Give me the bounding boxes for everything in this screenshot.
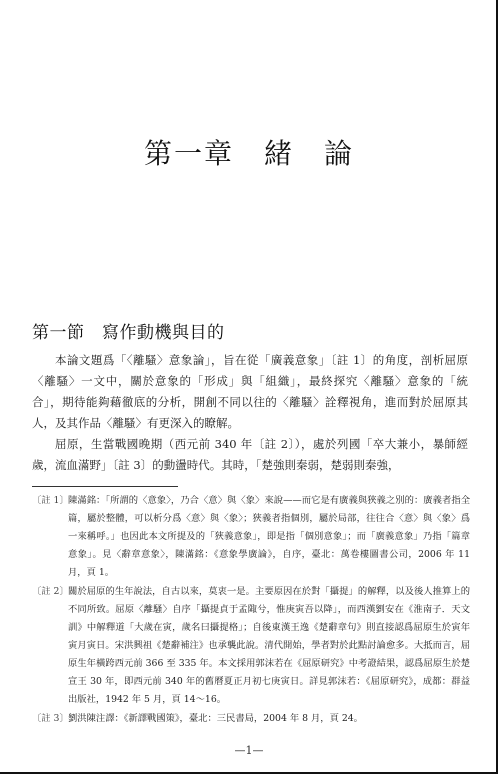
body-text <box>32 350 468 476</box>
footnote-mark: 〔註 3〕 <box>32 713 69 724</box>
footnote-1 <box>32 492 470 582</box>
paragraph-1: 本論文題爲「〈離騷〉意象論」，旨在從「廣義意象」〔註 1〕的角度，剖析屈原〈離騷〉一文中，關於意象的「形成」與「組織」，最終探究〈離騷〉意象的「統合」，期待能夠藉徹底的分析，開創不同以往的〈離騷〉詮釋視角，進而對於屈原其人，及其作品〈離騷〉有更深入的瞭解。 <box>32 353 468 430</box>
section-title: 第一節 寫作動機與目的 <box>32 323 225 343</box>
footnote-rule <box>32 486 178 487</box>
paragraph-2: 屈原，生當戰國晚期（西元前 340 年〔註 2〕），處於列國「卒大兼小，暴師經歲，流血滿野」〔註 3〕的動盪時代。其時，「楚強則秦弱，楚弱則秦強， <box>32 437 468 472</box>
footnote-mark: 〔註 2〕 <box>32 586 69 597</box>
footnote-text: 劉洪陳注譯：《新譯戰國策》，臺北：三民書局，2004 年 8 月，頁 24。 <box>68 713 363 724</box>
chapter-title: 第一章 緒 論 <box>143 137 354 170</box>
footnote-text: 關於屈原的生年說法，自古以來，莫衷一是。主要原因在於對「攝提」的解釋，以及後人推算上的不同所致。屈原〈離騷〉自序「攝提貞于孟陬兮，惟庚寅吾以降」，而西漢劉安在《淮南子．天文訓》中解釋道「大歲在寅，歲名曰攝提格」；自後東漢王逸《楚辭章句》則直接認爲屈原生於寅年寅月寅日。宋洪興祖《楚辭補注》也承襲此說。清代開始，學者對於此點討論愈多。大抵而言，屈原生年橫跨西元前 366 至 335 年。本文採用郭沫若在《屈原研究》中考證結果，認爲屈原生於楚宣王 30 年，即西元前 340 年的舊曆夏正月初七庚寅日。詳見郭沫若：《屈原研究》，成都：群益出版社，1942 年 5 月，頁 14～16。 <box>68 586 470 705</box>
page-number: —1— <box>234 744 264 757</box>
footnotes <box>32 492 470 729</box>
footnote-text: 陳滿銘：「所謂的〈意象〉，乃合〈意〉與〈象〉來說——而它是有廣義與狹義之別的：廣義者指全篇，屬於整體，可以析分爲〈意〉與〈象〉；狹義者指個別，屬於局部，往往合〈意〉與〈象〉爲一來稱呼。」也因此本文所提及的「狹義意象」，即是指「個別意象」；而「廣義意象」乃指「篇章意象」。見〈辭章意象〉，陳滿銘：《意象學廣論》，自序，臺北：萬卷樓圖書公司，2006 年 11 月，頁 1。 <box>68 495 470 578</box>
footnote-3 <box>32 710 470 728</box>
footnote-mark: 〔註 1〕 <box>32 495 69 506</box>
footnote-2 <box>32 583 470 709</box>
